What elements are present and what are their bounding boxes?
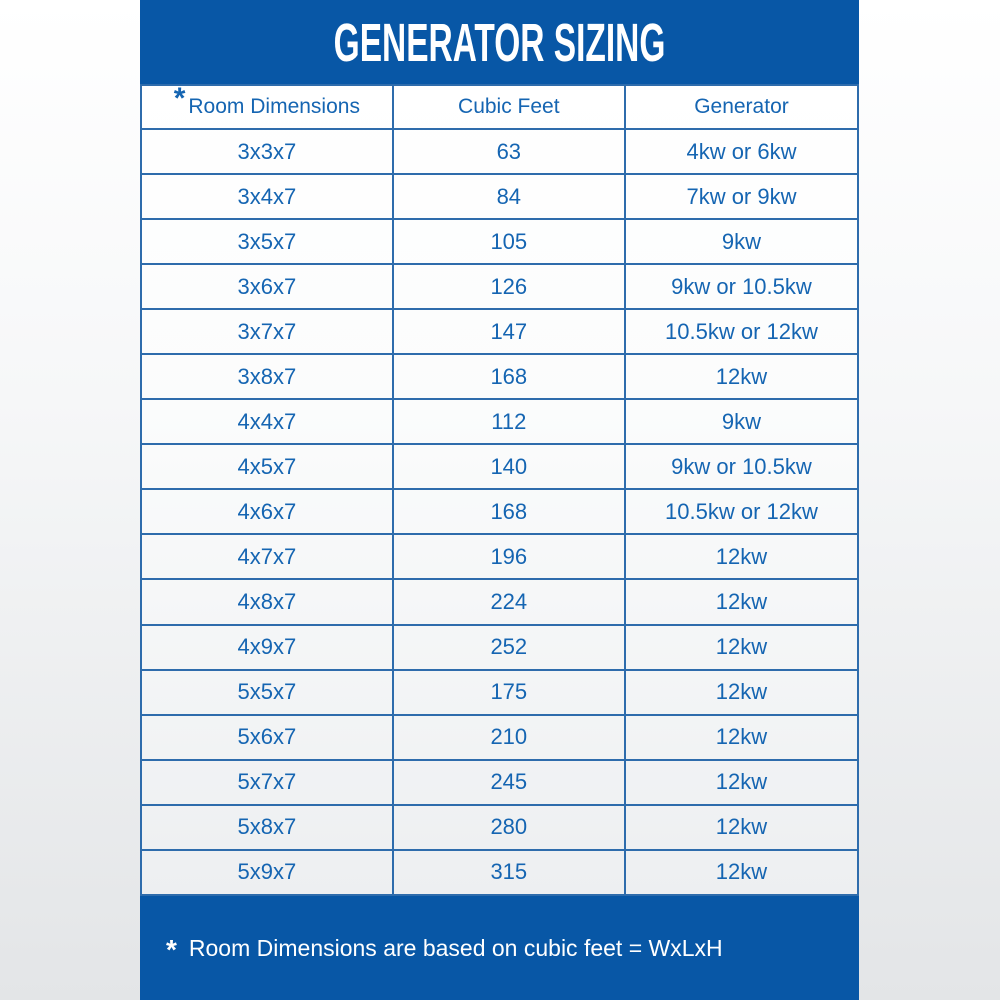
room-dimensions-cell: 4x6x7 (141, 489, 393, 534)
cubic-feet-cell: 140 (393, 444, 625, 489)
room-dimensions-cell: 4x7x7 (141, 534, 393, 579)
table-row (141, 850, 858, 895)
room-dimensions-cell: 5x6x7 (141, 715, 393, 760)
generator-cell: 9kw or 10.5kw (625, 264, 858, 309)
cubic-feet-cell: 175 (393, 670, 625, 715)
generator-cell: 9kw (625, 219, 858, 264)
generator-cell: 12kw (625, 670, 858, 715)
table-body (141, 129, 858, 895)
cubic-feet-cell: 224 (393, 579, 625, 624)
column-header-room-dimensions (141, 82, 393, 129)
table-row (141, 354, 858, 399)
generator-cell: 12kw (625, 579, 858, 624)
table-row (141, 670, 858, 715)
column-header-label: Room Dimensions (188, 95, 360, 118)
cubic-feet-cell: 280 (393, 805, 625, 850)
footnote-band: * Room Dimensions are based on cubic feet = WxLxH (166, 934, 723, 965)
generator-cell: 12kw (625, 760, 858, 805)
room-dimensions-cell: 3x6x7 (141, 264, 393, 309)
room-dimensions-cell: 4x5x7 (141, 444, 393, 489)
room-dimensions-cell: 5x7x7 (141, 760, 393, 805)
column-header-label: Cubic Feet (458, 95, 560, 118)
table-row (141, 760, 858, 805)
table-row (141, 399, 858, 444)
table-row (141, 715, 858, 760)
column-header-generator (625, 85, 858, 129)
table-row (141, 579, 858, 624)
table-row (141, 129, 858, 174)
room-dimensions-cell: 3x5x7 (141, 219, 393, 264)
table-row (141, 264, 858, 309)
generator-sizing-card (140, 0, 859, 1000)
room-dimensions-cell: 4x4x7 (141, 399, 393, 444)
room-dimensions-cell: 3x4x7 (141, 174, 393, 219)
generator-cell: 12kw (625, 850, 858, 895)
table-row (141, 444, 858, 489)
cubic-feet-cell: 196 (393, 534, 625, 579)
generator-cell: 12kw (625, 805, 858, 850)
title-band (140, 0, 859, 84)
sizing-table (140, 84, 859, 896)
room-dimensions-cell: 5x9x7 (141, 850, 393, 895)
table-row (141, 174, 858, 219)
cubic-feet-cell: 84 (393, 174, 625, 219)
column-header-label: Generator (694, 95, 789, 118)
sizing-table-area (140, 84, 859, 896)
cubic-feet-cell: 210 (393, 715, 625, 760)
room-dimensions-cell: 3x8x7 (141, 354, 393, 399)
footnote-text: Room Dimensions are based on cubic feet = WxLxH (188, 934, 723, 961)
table-row (141, 309, 858, 354)
generator-cell: 9kw or 10.5kw (625, 444, 858, 489)
generator-cell: 10.5kw or 12kw (625, 309, 858, 354)
generator-cell: 12kw (625, 354, 858, 399)
cubic-feet-cell: 315 (393, 850, 625, 895)
cubic-feet-cell: 63 (393, 129, 625, 174)
generator-cell: 12kw (625, 625, 858, 670)
cubic-feet-cell: 105 (393, 219, 625, 264)
cubic-feet-cell: 168 (393, 489, 625, 534)
table-row (141, 805, 858, 850)
table-row (141, 489, 858, 534)
generator-cell: 9kw (625, 399, 858, 444)
room-dimensions-cell: 4x9x7 (141, 625, 393, 670)
asterisk-icon: * (173, 82, 186, 115)
table-row (141, 625, 858, 670)
cubic-feet-cell: 112 (393, 399, 625, 444)
table-row (141, 219, 858, 264)
generator-cell: 10.5kw or 12kw (625, 489, 858, 534)
generator-cell: 12kw (625, 534, 858, 579)
room-dimensions-cell: 4x8x7 (141, 579, 393, 624)
generator-cell: 4kw or 6kw (625, 129, 858, 174)
cubic-feet-cell: 126 (393, 264, 625, 309)
page-title: GENERATOR SIZING (333, 13, 666, 73)
room-dimensions-cell: 5x8x7 (141, 805, 393, 850)
cubic-feet-cell: 252 (393, 625, 625, 670)
table-row (141, 534, 858, 579)
room-dimensions-cell: 3x3x7 (141, 129, 393, 174)
cubic-feet-cell: 168 (393, 354, 625, 399)
room-dimensions-cell: 3x7x7 (141, 309, 393, 354)
header-row (141, 85, 858, 129)
generator-cell: 7kw or 9kw (625, 174, 858, 219)
generator-cell: 12kw (625, 715, 858, 760)
cubic-feet-cell: 147 (393, 309, 625, 354)
room-dimensions-cell: 5x5x7 (141, 670, 393, 715)
cubic-feet-cell: 245 (393, 760, 625, 805)
column-header-cubic-feet (393, 85, 625, 129)
